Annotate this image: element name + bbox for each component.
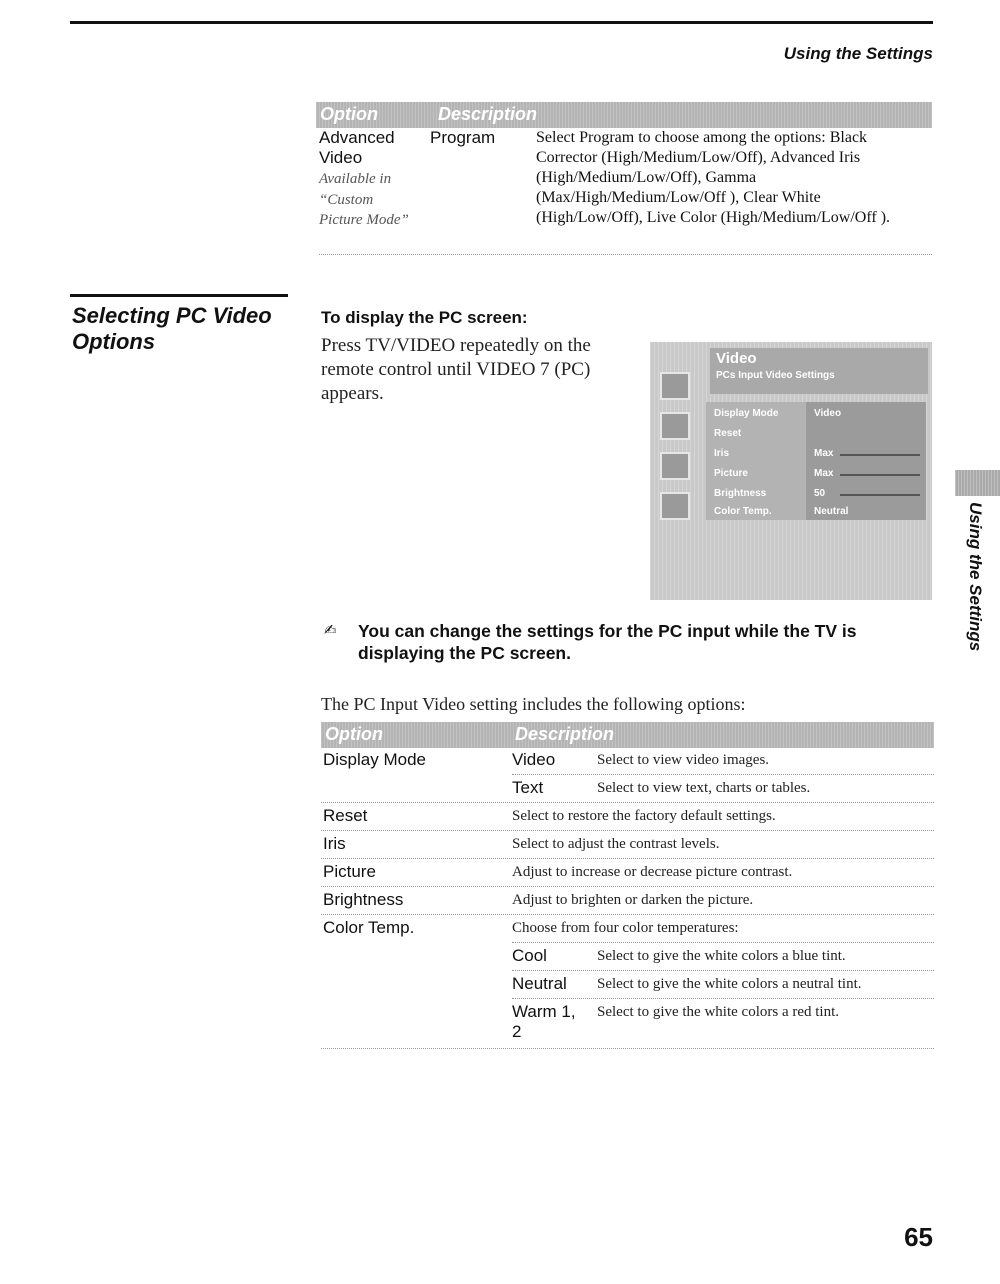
table1-header-description: Description bbox=[438, 104, 538, 124]
screenshot-menu-item: Iris bbox=[714, 448, 730, 459]
picture-slider bbox=[840, 474, 920, 476]
table1-header-option: Option bbox=[320, 104, 378, 124]
screenshot-value: Max bbox=[814, 448, 834, 459]
table1-availability: Available in “Custom Picture Mode” bbox=[319, 171, 409, 228]
screenshot-menu-item: Picture bbox=[714, 468, 748, 479]
page-number: 65 bbox=[904, 1222, 933, 1252]
option-picture: Picture bbox=[323, 862, 376, 881]
side-tab-label-wrap bbox=[965, 502, 995, 662]
pencil-icon: ✍ bbox=[324, 622, 337, 639]
screenshot-value: 50 bbox=[814, 488, 826, 499]
picture-menu-icon bbox=[660, 372, 690, 400]
sound-menu-icon bbox=[660, 412, 690, 440]
setup-menu-icon bbox=[660, 492, 690, 520]
desc-text: Select to view text, charts or tables. bbox=[597, 780, 811, 796]
desc-iris: Select to adjust the contrast levels. bbox=[512, 836, 720, 852]
screenshot-menu-item: Color Temp. bbox=[714, 506, 772, 517]
side-tab-marker bbox=[955, 470, 1000, 496]
iris-slider bbox=[840, 454, 920, 456]
running-head: Using the Settings bbox=[783, 44, 933, 63]
desc-brightness: Adjust to brighten or darken the picture. bbox=[512, 892, 754, 908]
desc-warm: Select to give the white colors a red tint. bbox=[597, 1004, 840, 1020]
screenshot-title: Video bbox=[716, 350, 757, 367]
screenshot-values bbox=[806, 402, 926, 520]
screenshot-subtitle: PCs Input Video Settings bbox=[716, 370, 835, 381]
section-title: Selecting PC Video Options bbox=[72, 303, 272, 354]
table1-header bbox=[316, 102, 932, 128]
divider bbox=[321, 858, 934, 859]
desc-color-temp: Choose from four color temperatures: bbox=[512, 920, 739, 936]
subhead: To display the PC screen: bbox=[321, 308, 528, 327]
screenshot-value: Neutral bbox=[814, 506, 849, 517]
brightness-slider bbox=[840, 494, 920, 496]
divider bbox=[512, 774, 934, 775]
sub-option-cool: Cool bbox=[512, 946, 547, 965]
side-tab-label: Using the Settings bbox=[966, 502, 985, 652]
screenshot-value: Video bbox=[814, 408, 842, 419]
includes-text: The PC Input Video setting includes the following options: bbox=[321, 694, 746, 714]
table1-description: Select Program to choose among the options: Black Corrector (High/Medium/Low/Off), Advanced Iris (High/Medium/Low/Off), Gamma (Max/High/Medium/Low/Off ), Clear White (High/Low/Off), Live Color (High/Medium/Low/Off ). bbox=[536, 129, 891, 226]
table2-header-option: Option bbox=[325, 724, 383, 744]
divider bbox=[321, 1048, 934, 1049]
sub-option-neutral: Neutral bbox=[512, 974, 567, 993]
divider bbox=[321, 830, 934, 831]
table1-rule bbox=[319, 254, 932, 255]
screenshot-menu bbox=[706, 402, 806, 520]
divider bbox=[321, 886, 934, 887]
desc-cool: Select to give the white colors a blue tint. bbox=[597, 948, 846, 964]
section-rule bbox=[70, 294, 288, 297]
table1-program: Program bbox=[430, 128, 496, 147]
desc-reset: Select to restore the factory default settings. bbox=[512, 808, 776, 824]
divider bbox=[321, 914, 934, 915]
desc-picture: Adjust to increase or decrease picture contrast. bbox=[512, 864, 793, 880]
desc-video: Select to view video images. bbox=[597, 752, 770, 768]
divider bbox=[512, 942, 934, 943]
screen-menu-icon bbox=[660, 452, 690, 480]
option-display-mode: Display Mode bbox=[323, 750, 426, 769]
note-text: You can change the settings for the PC input while the TV is displaying the PC screen. bbox=[358, 621, 857, 663]
sub-option-warm: Warm 1, 2 bbox=[512, 1002, 576, 1041]
menu-screenshot bbox=[650, 342, 932, 600]
screenshot-value: Max bbox=[814, 468, 834, 479]
screenshot-menu-item: Brightness bbox=[714, 488, 767, 499]
screenshot-menu-item: Display Mode bbox=[714, 408, 779, 419]
option-color-temp: Color Temp. bbox=[323, 918, 415, 937]
screenshot-menu-item: Reset bbox=[714, 428, 742, 439]
table2-header bbox=[321, 722, 934, 748]
top-rule bbox=[70, 21, 933, 24]
desc-neutral: Select to give the white colors a neutral tint. bbox=[597, 976, 862, 992]
screenshot-icons bbox=[660, 372, 700, 532]
sub-option-video: Video bbox=[512, 750, 556, 769]
option-brightness: Brightness bbox=[323, 890, 404, 909]
divider bbox=[512, 970, 934, 971]
divider bbox=[321, 802, 934, 803]
table1-option: Advanced Video bbox=[319, 128, 395, 167]
divider bbox=[512, 998, 934, 999]
sub-option-text: Text bbox=[512, 778, 544, 797]
option-reset: Reset bbox=[323, 806, 368, 825]
screenshot-header bbox=[710, 348, 928, 394]
table2-header-description: Description bbox=[515, 724, 615, 744]
intro-text: Press TV/VIDEO repeatedly on the remote control until VIDEO 7 (PC) appears. bbox=[321, 335, 591, 404]
option-iris: Iris bbox=[323, 834, 346, 853]
